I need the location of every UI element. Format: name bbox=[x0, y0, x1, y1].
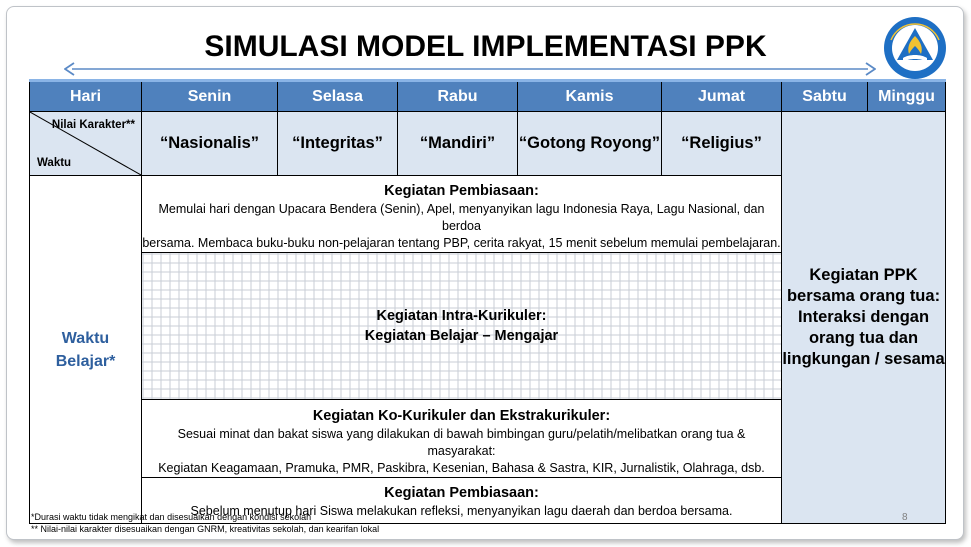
value-integritas: “Integritas” bbox=[278, 112, 398, 176]
header-day-senin: Senin bbox=[142, 81, 278, 112]
header-row bbox=[30, 81, 946, 112]
weekend-line: orang tua dan bbox=[808, 329, 919, 347]
header-day-minggu: Minggu bbox=[868, 81, 946, 112]
value-mandiri: “Mandiri” bbox=[398, 112, 518, 176]
weekend-cell bbox=[782, 112, 946, 524]
activity-pembiasaan-pagi bbox=[142, 176, 782, 253]
activity-heading: Kegiatan Ko-Kurikuler dan Ekstrakurikuler: bbox=[312, 408, 611, 424]
header-day-jumat: Jumat bbox=[662, 81, 782, 112]
footnote-durasi: *Durasi waktu tidak mengikat dan disesuaikan dengan kondisi sekolah bbox=[31, 512, 312, 522]
waktu-belajar-cell bbox=[30, 176, 142, 524]
activity-heading: Kegiatan Intra-Kurikuler: bbox=[376, 308, 547, 324]
corner-label-nilai: Nilai Karakter** bbox=[51, 119, 135, 131]
corner-cell bbox=[30, 112, 142, 176]
waktu-belajar-line: Waktu bbox=[61, 329, 110, 347]
activity-kokurikuler bbox=[142, 400, 782, 478]
activity-line: Memulai hari dengan Upacara Bendera (Senin), Apel, menyanyikan lagu Indonesia Raya, Lagu Nasional, dan berdoa bbox=[158, 202, 765, 233]
header-day-kamis: Kamis bbox=[518, 81, 662, 112]
activity-line: Sesuai minat dan bakat siswa yang dilakukan di bawah bimbingan guru/pelatih/melibatkan orang tua & masyarakat: bbox=[177, 427, 746, 458]
header-day-rabu: Rabu bbox=[398, 81, 518, 112]
double-arrow-icon bbox=[64, 62, 876, 76]
value-nasionalis: “Nasionalis” bbox=[142, 112, 278, 176]
waktu-belajar-line: Belajar* bbox=[55, 352, 116, 370]
weekend-line: Interaksi dengan bbox=[797, 308, 930, 326]
activity-line: bersama. Membaca buku-buku non-pelajaran tentang PBP, cerita rakyat, 15 menit sebelum memulai pembelajaran. bbox=[142, 236, 781, 250]
weekend-line: bersama orang tua: bbox=[786, 287, 941, 305]
tut-wuri-handayani-logo-icon bbox=[883, 16, 947, 80]
weekend-line: lingkungan / sesama bbox=[782, 350, 945, 368]
activity-heading: Kegiatan Pembiasaan: bbox=[384, 183, 539, 199]
schedule-table bbox=[29, 79, 946, 524]
page-number: 8 bbox=[902, 512, 908, 523]
activity-line: Sebelum menutup hari Siswa melakukan refleksi, menyanyikan lagu daerah dan berdoa bersama. bbox=[190, 504, 733, 518]
activity-line: Kegiatan Keagamaan, Pramuka, PMR, Paskibra, Kesenian, Bahasa & Sastra, KIR, Jurnalistik, Olahraga, dsb. bbox=[158, 461, 765, 475]
header-day-sabtu: Sabtu bbox=[782, 81, 868, 112]
value-gotong-royong: “Gotong Royong” bbox=[518, 112, 662, 176]
value-religius: “Religius” bbox=[662, 112, 782, 176]
page-title: SIMULASI MODEL IMPLEMENTASI PPK bbox=[204, 30, 767, 63]
corner-label-waktu: Waktu bbox=[37, 157, 72, 169]
header-day-selasa: Selasa bbox=[278, 81, 398, 112]
footnote-nilai: ** Nilai-nilai karakter disesuaikan dengan GNRM, kreativitas sekolah, dan kearifan lokal bbox=[31, 524, 380, 534]
activity-heading: Kegiatan Pembiasaan: bbox=[384, 485, 539, 501]
header-hari: Hari bbox=[30, 81, 142, 112]
values-row bbox=[30, 112, 946, 176]
activity-intrakurikuler bbox=[142, 253, 782, 400]
activity-heading: Kegiatan Belajar – Mengajar bbox=[364, 328, 559, 344]
weekend-line: Kegiatan PPK bbox=[809, 266, 918, 284]
